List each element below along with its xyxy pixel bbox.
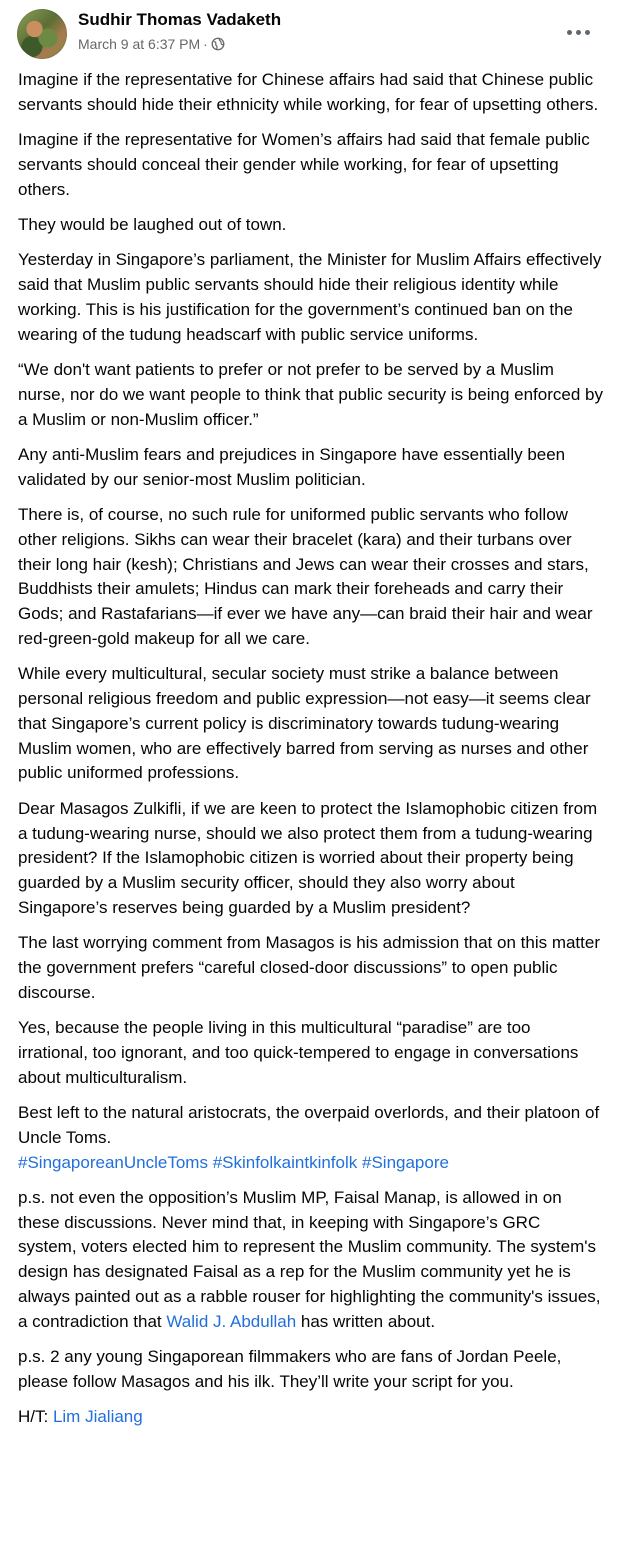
avatar[interactable] bbox=[17, 9, 67, 59]
closing-text: Best left to the natural aristocrats, the overpaid overlords, and their platoon of Uncle Toms. bbox=[18, 1102, 600, 1147]
meta-separator: · bbox=[203, 36, 208, 52]
hat-tip bbox=[18, 1405, 603, 1430]
paragraph-6: Any anti-Muslim fears and prejudices in Singapore have essentially been validated by our senior-most Muslim politician. bbox=[18, 444, 566, 489]
lim-jialiang-link[interactable]: Lim Jialiang bbox=[52, 1407, 143, 1427]
ps1-text: p.s. not even the opposition’s Muslim MP, Faisal Manap, is allowed in on these discussions. Never mind that, in keeping with Singapore’s GRC system, voters elected him to represent the Muslim community. The system's design has designated Faisal as a rep for the Muslim community yet he is always painted out as a rabble rouser for highlighting the community's issues, a contradiction that bbox=[18, 1187, 601, 1331]
hashtag-link[interactable]: #Singapore bbox=[362, 1152, 449, 1172]
more-options-icon[interactable] bbox=[564, 18, 592, 46]
paragraph-3: They would be laughed out of town. bbox=[18, 214, 287, 234]
ps2-paragraph: p.s. 2 any young Singaporean filmmakers who are fans of Jordan Peele, please follow Masagos and his ilk. They’ll write your script for you. bbox=[18, 1347, 562, 1391]
post-header bbox=[0, 0, 618, 66]
post-date[interactable]: March 9 at 6:37 PM bbox=[78, 36, 201, 52]
hashtag-link[interactable]: #Skinfolkaintkinfolk bbox=[212, 1152, 358, 1172]
walid-abdullah-link[interactable]: Walid J. Abdullah bbox=[166, 1311, 297, 1331]
ps1-paragraph bbox=[18, 1186, 603, 1335]
post-body bbox=[18, 68, 603, 1441]
post-meta bbox=[78, 35, 225, 53]
paragraph-10: The last worrying comment from Masagos is his admission that on this matter the government prefers “careful closed-door discussions” to open public discourse. bbox=[18, 933, 600, 1002]
paragraph-7: There is, of course, no such rule for uniformed public servants who follow other religions. Sikhs can wear their bracelet (kara) and their turbans over their long hair (kesh); Christians and Jews can wear their crosses and stars, Buddhists their amulets; Hindus can mark their foreheads and carry their Gods; and Rastafarians—if ever we have any—can braid their hair and wear red-green-gold makeup for all we care. bbox=[18, 504, 593, 648]
hashtag-link[interactable]: #SingaporeanUncleToms bbox=[18, 1152, 208, 1172]
author-name[interactable]: Sudhir Thomas Vadaketh bbox=[78, 10, 282, 29]
globe-icon[interactable] bbox=[211, 37, 225, 51]
paragraph-4: Yesterday in Singapore’s parliament, the Minister for Muslim Affairs effectively said that Muslim public servants should hide their religious identity while working. This is his justification for the government’s continued ban on the wearing of the tudung headscarf with public service uniforms. bbox=[18, 250, 602, 344]
paragraph-5: “We don't want patients to prefer or not prefer to be served by a Muslim nurse, nor do we want people to think that public security is being enforced by a Muslim or non-Muslim officer.” bbox=[18, 359, 603, 429]
paragraph-11: Yes, because the people living in this multicultural “paradise” are too irrational, too ignorant, and too quick-tempered to engage in conversations about multiculturalism. bbox=[18, 1018, 579, 1087]
paragraph-1: Imagine if the representative for Chinese affairs had said that Chinese public servants should hide their ethnicity while working, for fear of upsetting others. bbox=[18, 70, 599, 114]
paragraph-9: Dear Masagos Zulkifli, if we are keen to protect the Islamophobic citizen from a tudung-wearing nurse, should we also protect them from a tudung-wearing president? If the Islamophobic citizen is worried about their property being guarded by a Muslim security officer, should they also worry about Singapore’s reserves being guarded by a Muslim president? bbox=[18, 798, 598, 917]
hat-tip-label: H/T: bbox=[18, 1407, 53, 1427]
paragraph-8: While every multicultural, secular society must strike a balance between personal religious freedom and public expression—not easy—it seems clear that Singapore’s current policy is discriminatory towards tudung-wearing Muslim women, who are effectively barred from serving as nurses and other public uniformed professions. bbox=[18, 664, 591, 783]
closing-paragraph bbox=[18, 1101, 603, 1175]
paragraph-2: Imagine if the representative for Women’s affairs had said that female public servants should conceal their gender while working, for fear of upsetting others. bbox=[18, 130, 590, 199]
ps1-end: has written about. bbox=[296, 1311, 436, 1331]
